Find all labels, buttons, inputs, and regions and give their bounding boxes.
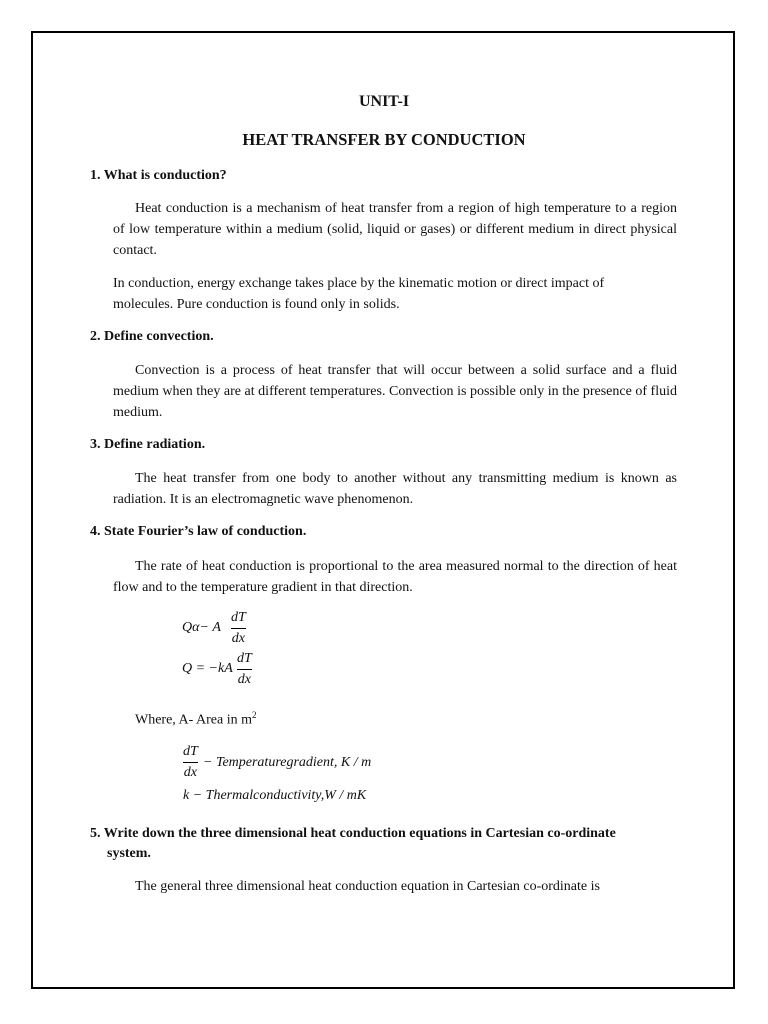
q2-heading: 2. Define convection. — [90, 329, 214, 344]
q4-heading: 4. State Fourier’s law of conduction. — [90, 524, 307, 539]
q5-paragraph-1: The general three dimensional heat conduction equation in Cartesian co-ordinate is — [135, 879, 600, 894]
equation-2-lhs: Q = −kA — [182, 661, 233, 676]
equation-1-numerator: dT — [231, 610, 246, 625]
q5-heading-line-2: system. — [107, 846, 151, 861]
fraction-bar — [231, 628, 246, 629]
page-title: HEAT TRANSFER BY CONDUCTION — [242, 130, 526, 149]
equation-1-lhs: Qα− A — [182, 620, 221, 635]
q5-heading-line-1: 5. Write down the three dimensional heat conduction equations in Cartesian co-ordinate — [90, 826, 616, 841]
equation-1-fraction — [231, 609, 246, 648]
q1-paragraph-1: Heat conduction is a mechanism of heat transfer from a region of high temperature to a region of low temperature within a medium (solid, liquid or gases) or different medium in direct physical contact. — [113, 201, 677, 258]
q1-paragraph-2-line-2: molecules. Pure conduction is found only in solids. — [113, 297, 400, 312]
fraction-bar — [237, 669, 252, 670]
where-text: Where, A- Area in m — [135, 712, 253, 728]
q1-paragraph-2-line-1: In conduction, energy exchange takes place by the kinematic motion or direct impact of — [113, 276, 605, 291]
q1-heading: 1. What is conduction? — [90, 168, 227, 183]
definition-denominator: dx — [183, 765, 197, 780]
equation-1-denominator: dx — [231, 631, 245, 646]
q4-paragraph-1: The rate of heat conduction is proportional to the area measured normal to the direction of heat flow and to the temperature gradient in that direction. — [113, 559, 677, 595]
definition-numerator: dT — [183, 744, 198, 759]
definition-1-text: − Temperaturegradient, K / m — [203, 755, 372, 770]
definition-fraction — [183, 743, 198, 782]
fraction-bar — [183, 762, 198, 763]
where-superscript: 2 — [252, 710, 257, 720]
unit-label: UNIT-I — [358, 93, 410, 110]
where-line — [135, 710, 257, 729]
equation-2-fraction — [237, 650, 252, 689]
q3-heading: 3. Define radiation. — [90, 437, 206, 452]
q2-paragraph-1: Convection is a process of heat transfer that will occur between a solid surface and a fluid medium when they are at different temperatures. Convection is possible only in the presence of fluid medium. — [113, 363, 677, 420]
definition-2-text: k − Thermalconductivity,W / mK — [183, 788, 367, 803]
q5-heading — [90, 824, 670, 864]
equation-2-numerator: dT — [237, 651, 252, 666]
equation-2-denominator: dx — [237, 672, 251, 687]
q3-paragraph-1: The heat transfer from one body to another without any transmitting medium is known as radiation. It is an electromagnetic wave phenomenon. — [113, 471, 677, 507]
